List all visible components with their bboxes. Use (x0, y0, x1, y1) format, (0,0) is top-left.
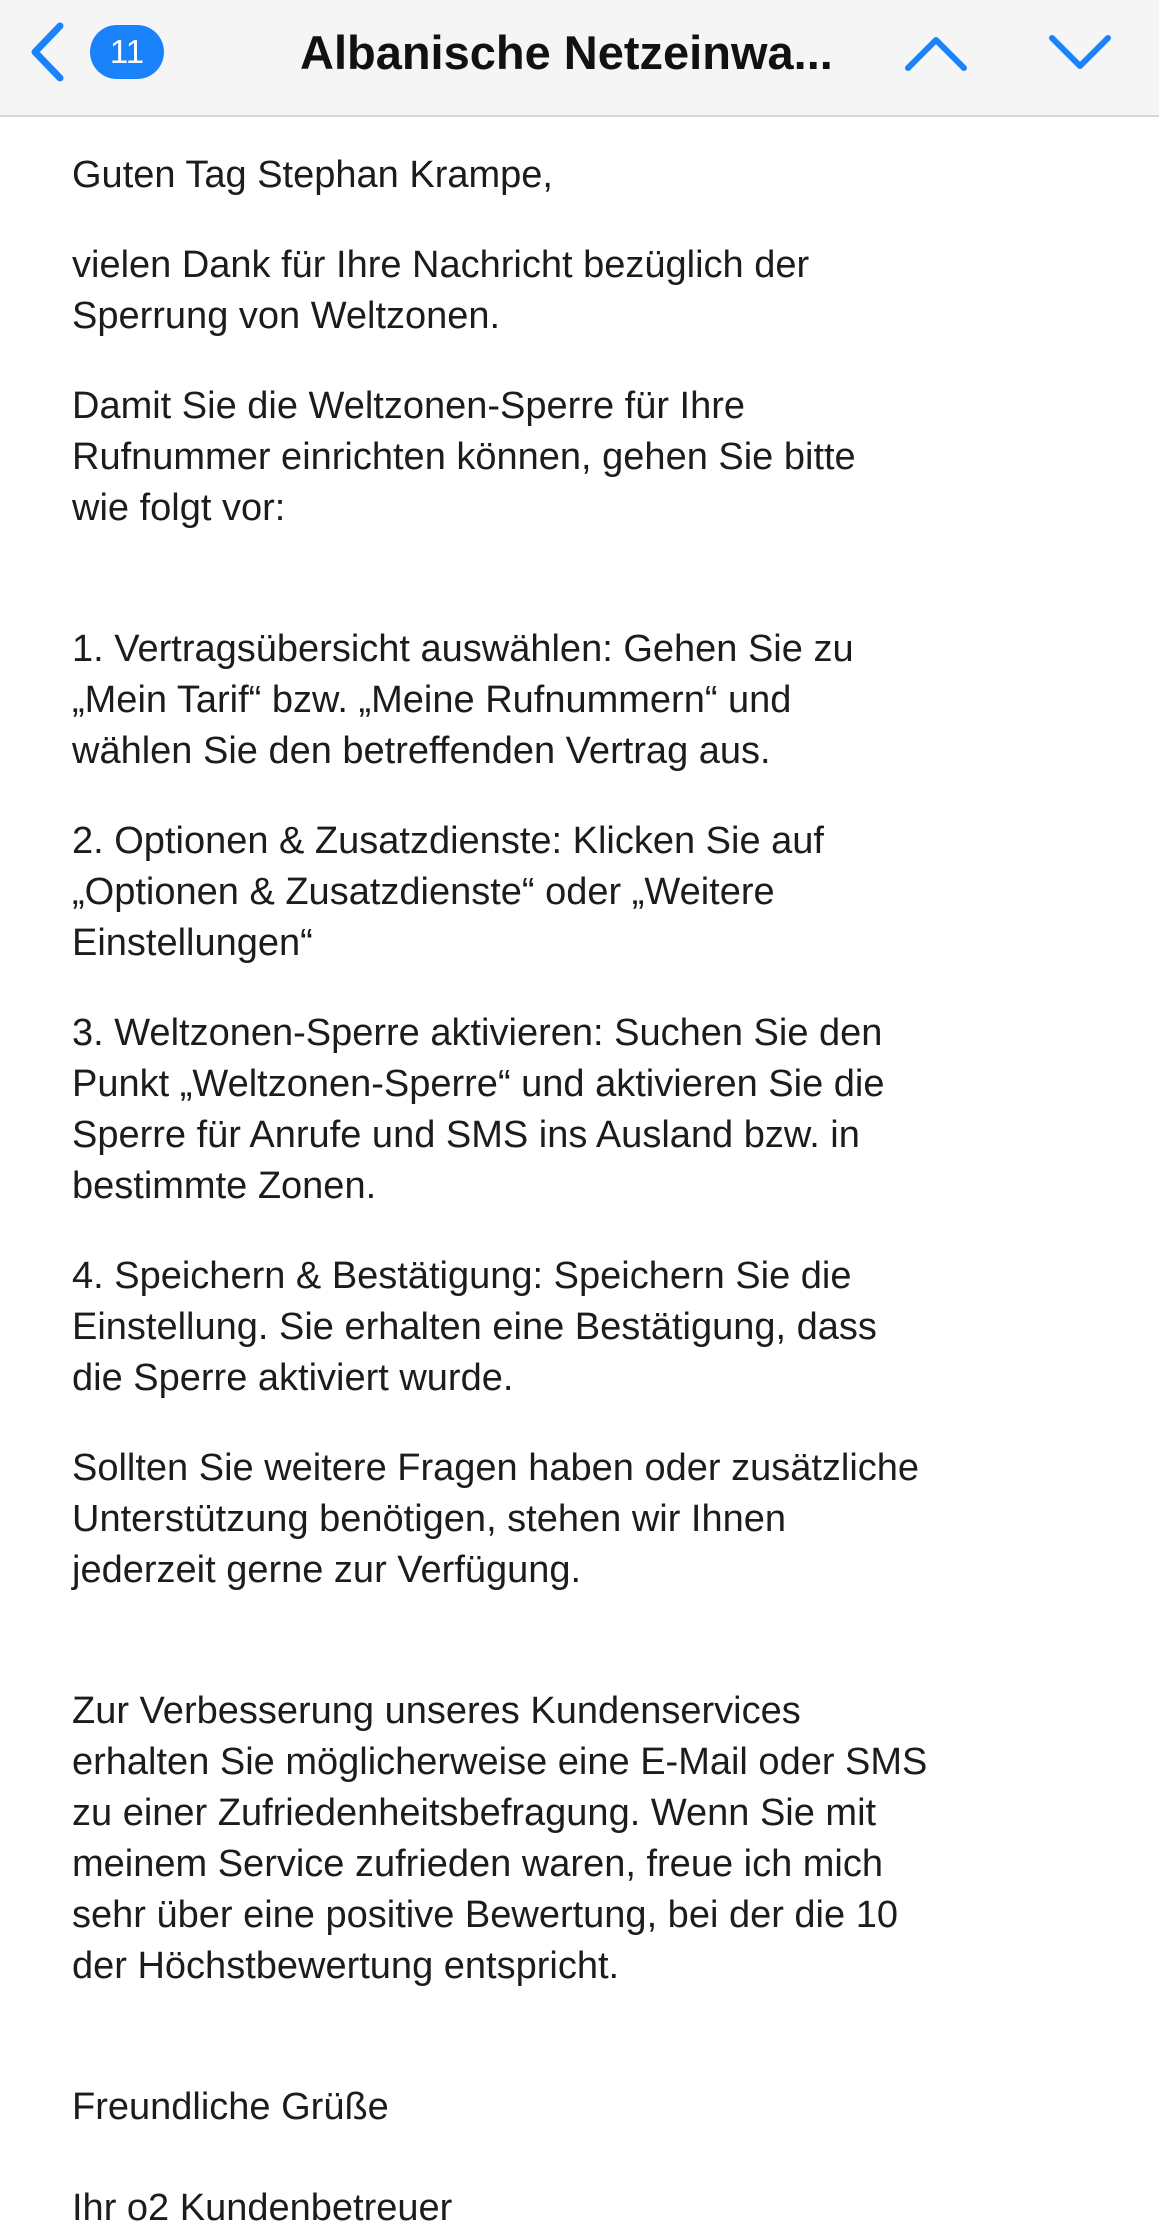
signature: Ihr o2 Kundenbetreuer (72, 2187, 453, 2229)
step-2: 2. Optionen & Zusatzdienste: Klicken Sie auf „Optionen & Zusatzdienste“ oder „Weitere Einstellungen“ (72, 820, 824, 964)
back-button[interactable] (22, 18, 72, 86)
message-subject-title: Albanische Netzeinwa... (300, 26, 833, 79)
instructions-intro: Damit Sie die Weltzonen-Sperre für Ihre Rufnummer einrichten können, gehen Sie bitte wie folgt vor: (72, 385, 856, 529)
intro-paragraph: vielen Dank für Ihre Nachricht bezüglich der Sperrung von Weltzonen. (72, 244, 810, 337)
step-3: 3. Weltzonen-Sperre aktivieren: Suchen Sie den Punkt „Weltzonen-Sperre“ und aktivieren Sie die Sperre für Anrufe und SMS ins Ausland bzw. in bestimmte Zonen. (72, 1012, 885, 1207)
chevron-left-icon (29, 21, 65, 83)
unread-count-badge[interactable]: 11 (90, 25, 164, 79)
step-4: 4. Speichern & Bestätigung: Speichern Sie die Einstellung. Sie erhalten eine Bestätigung, dass die Sperre aktiviert wurde. (72, 1255, 877, 1399)
chevron-down-icon (1047, 33, 1113, 73)
closing: Freundliche Grüße (72, 2086, 389, 2128)
email-body (72, 150, 1112, 2234)
support-paragraph: Sollten Sie weitere Fragen haben oder zusätzliche Unterstützung benötigen, stehen wir Ihnen jederzeit gerne zur Verfügung. (72, 1447, 920, 1591)
navigation-bar (0, 0, 1159, 117)
next-message-button[interactable] (1030, 20, 1130, 86)
step-1: 1. Vertragsübersicht auswählen: Gehen Sie zu „Mein Tarif“ bzw. „Meine Rufnummern“ und wählen Sie den betreffenden Vertrag aus. (72, 628, 854, 772)
chevron-up-icon (903, 33, 969, 73)
greeting: Guten Tag Stephan Krampe, (72, 154, 553, 196)
survey-paragraph: Zur Verbesserung unseres Kundenservices erhalten Sie möglicherweise eine E-Mail oder SMS zu einer Zufriedenheitsbefragung. Wenn Sie mit meinem Service zufrieden waren, freue ich mich sehr über eine positive Bewertung, bei der die 10 der Höchstbewertung entspricht. (72, 1690, 928, 1987)
previous-message-button[interactable] (886, 20, 986, 86)
